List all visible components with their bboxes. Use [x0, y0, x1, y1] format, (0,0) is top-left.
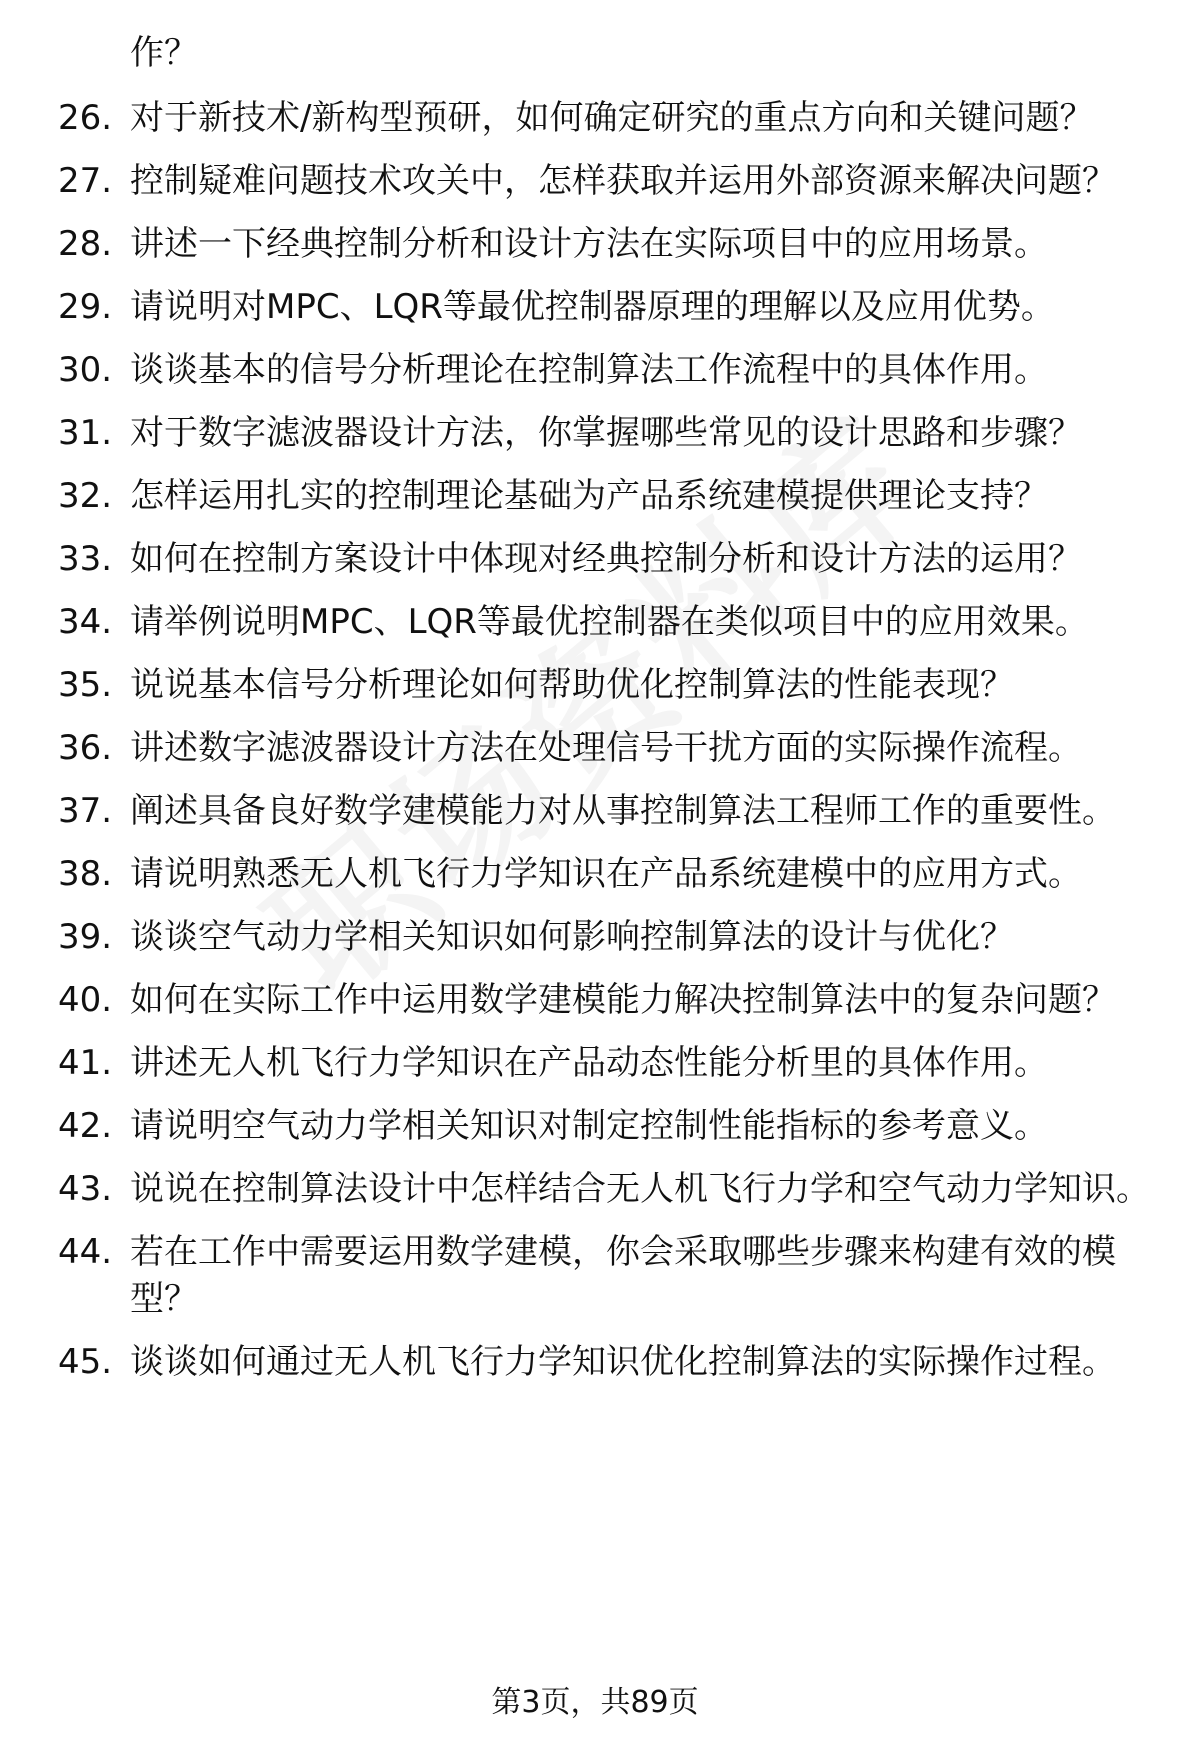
- item-text: 请举例说明MPC、LQR等最优控制器在类似项目中的应用效果。: [130, 602, 1089, 642]
- continuation-text: 作？: [130, 33, 198, 73]
- list-item: [0, 1229, 1190, 1323]
- item-text: 说说在控制算法设计中怎样结合无人机飞行力学和空气动力学知识。: [130, 1169, 1150, 1209]
- item-text: 谈谈基本的信号分析理论在控制算法工作流程中的具体作用。: [130, 350, 1048, 390]
- question-list: [0, 30, 1190, 1402]
- item-number: 45.: [58, 1342, 113, 1382]
- item-number: 29.: [58, 287, 113, 327]
- item-number: 37.: [58, 791, 113, 831]
- list-item: [0, 1166, 1190, 1213]
- item-number: 36.: [58, 728, 113, 768]
- question-items: [0, 95, 1190, 1386]
- list-item-continuation: [0, 30, 1190, 77]
- item-number: 31.: [58, 413, 113, 453]
- item-number: 42.: [58, 1106, 113, 1146]
- item-text: 讲述无人机飞行力学知识在产品动态性能分析里的具体作用。: [130, 1043, 1048, 1083]
- item-number: 38.: [58, 854, 113, 894]
- item-text: 对于数字滤波器设计方法，你掌握哪些常见的设计思路和步骤？: [130, 413, 1082, 453]
- item-text: 阐述具备良好数学建模能力对从事控制算法工程师工作的重要性。: [130, 791, 1116, 831]
- item-text: 讲述数字滤波器设计方法在处理信号干扰方面的实际操作流程。: [130, 728, 1082, 768]
- item-number: 43.: [58, 1169, 113, 1209]
- item-text: 对于新技术/新构型预研，如何确定研究的重点方向和关键问题？: [130, 98, 1094, 138]
- item-number: 27.: [58, 161, 113, 201]
- list-item: [0, 221, 1190, 268]
- list-item: [0, 851, 1190, 898]
- item-number: 30.: [58, 350, 113, 390]
- page-footer: 第3页，共89页: [491, 1685, 699, 1720]
- list-item: [0, 1103, 1190, 1150]
- list-item: [0, 662, 1190, 709]
- list-item: [0, 599, 1190, 646]
- list-item: [0, 347, 1190, 394]
- list-item: [0, 1339, 1190, 1386]
- item-number: 26.: [58, 98, 113, 138]
- item-text: 控制疑难问题技术攻关中，怎样获取并运用外部资源来解决问题？: [130, 161, 1116, 201]
- item-text: 谈谈如何通过无人机飞行力学知识优化控制算法的实际操作过程。: [130, 1342, 1116, 1382]
- list-item: [0, 914, 1190, 961]
- item-number: 32.: [58, 476, 113, 516]
- item-text: 如何在控制方案设计中体现对经典控制分析和设计方法的运用？: [130, 539, 1082, 579]
- item-number: 28.: [58, 224, 113, 264]
- list-item: [0, 410, 1190, 457]
- list-item: [0, 1040, 1190, 1087]
- item-number: 41.: [58, 1043, 113, 1083]
- item-number: 33.: [58, 539, 113, 579]
- list-item: [0, 158, 1190, 205]
- item-text: 谈谈空气动力学相关知识如何影响控制算法的设计与优化？: [130, 917, 1014, 957]
- item-number: 44.: [58, 1232, 113, 1272]
- item-text: 若在工作中需要运用数学建模，你会采取哪些步骤来构建有效的模型？: [130, 1232, 1116, 1319]
- list-item: [0, 977, 1190, 1024]
- list-item: [0, 725, 1190, 772]
- item-number: 35.: [58, 665, 113, 705]
- list-item: [0, 95, 1190, 142]
- list-item: [0, 473, 1190, 520]
- item-text: 请说明熟悉无人机飞行力学知识在产品系统建模中的应用方式。: [130, 854, 1082, 894]
- list-item: [0, 788, 1190, 835]
- item-number: 40.: [58, 980, 113, 1020]
- item-text: 请说明对MPC、LQR等最优控制器原理的理解以及应用优势。: [130, 287, 1055, 327]
- item-text: 说说基本信号分析理论如何帮助优化控制算法的性能表现？: [130, 665, 1014, 705]
- item-number: 34.: [58, 602, 113, 642]
- item-text: 讲述一下经典控制分析和设计方法在实际项目中的应用场景。: [130, 224, 1048, 264]
- list-item: [0, 536, 1190, 583]
- item-text: 请说明空气动力学相关知识对制定控制性能指标的参考意义。: [130, 1106, 1048, 1146]
- item-text: 如何在实际工作中运用数学建模能力解决控制算法中的复杂问题？: [130, 980, 1116, 1020]
- item-number: 39.: [58, 917, 113, 957]
- item-text: 怎样运用扎实的控制理论基础为产品系统建模提供理论支持？: [130, 476, 1048, 516]
- list-item: [0, 284, 1190, 331]
